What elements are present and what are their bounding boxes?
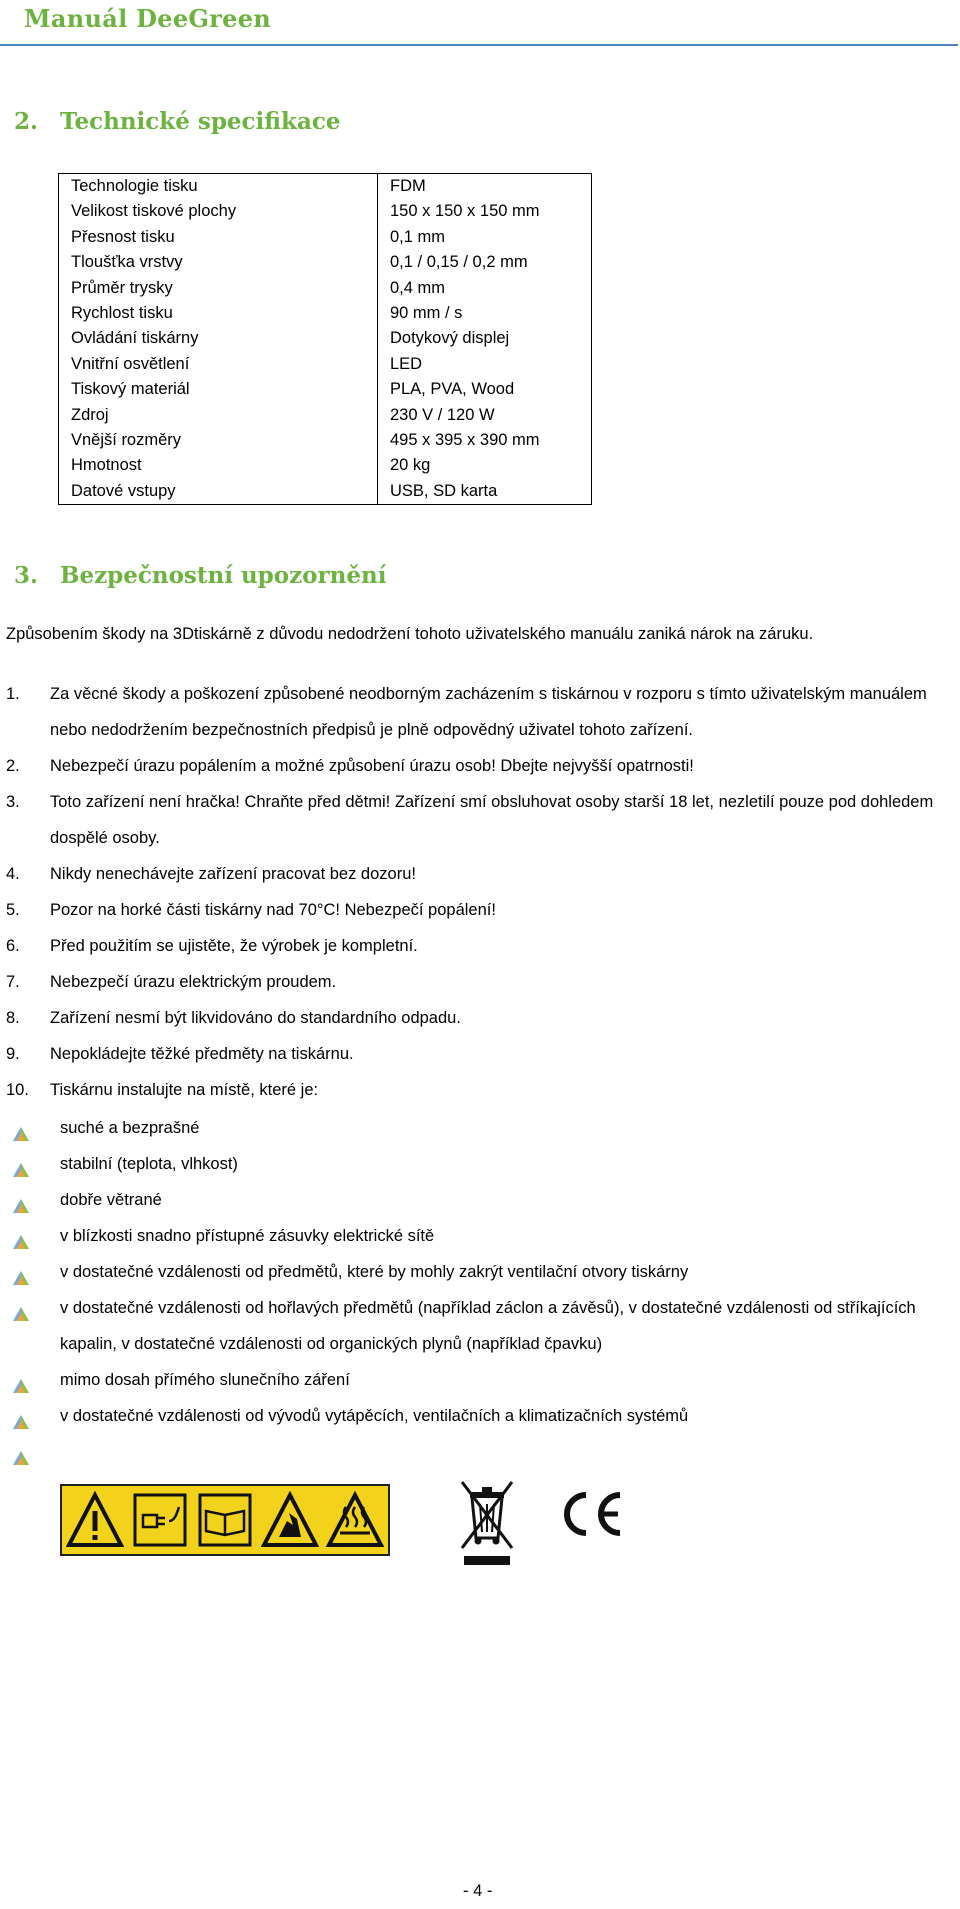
safety-item-text: Tiskárnu instalujte na místě, které je: — [50, 1081, 319, 1099]
spec-row — [59, 301, 592, 326]
spec-label: Vnitřní osvětlení — [59, 352, 378, 377]
install-conditions-list — [12, 1110, 942, 1470]
hand-crush-warning-icon — [261, 1491, 319, 1549]
spec-row — [59, 326, 592, 351]
spec-row — [59, 199, 592, 224]
spec-label: Ovládání tiskárny — [59, 326, 378, 351]
triangle-bullet-icon — [12, 1126, 30, 1142]
spec-value: 0,4 mm — [378, 276, 592, 301]
safety-item-number: 7. — [6, 973, 20, 991]
bullet — [12, 1218, 60, 1254]
spec-value: 20 kg — [378, 453, 592, 478]
bullet — [12, 1398, 60, 1434]
spec-label: Technologie tisku — [59, 174, 378, 200]
spec-label: Rychlost tisku — [59, 301, 378, 326]
triangle-bullet-icon — [12, 1306, 30, 1322]
spec-value: Dotykový displej — [378, 326, 592, 351]
install-condition-text: v dostatečné vzdálenosti od předmětů, které by mohly zakrýt ventilační otvory tiskárny — [60, 1263, 689, 1281]
install-condition-item — [12, 1218, 942, 1254]
spec-value: LED — [378, 352, 592, 377]
safety-item-number: 2. — [6, 757, 20, 775]
manual-title: Manuál DeeGreen — [24, 4, 272, 33]
install-condition-item — [12, 1398, 942, 1434]
triangle-bullet-icon — [12, 1414, 30, 1430]
triangle-bullet-icon — [12, 1234, 30, 1250]
read-manual-icon — [196, 1491, 254, 1549]
safety-item — [6, 964, 946, 1000]
safety-item-text: Za věcné škody a poškození způsobené neodborným zacházením s tiskárnou v rozporu s tímto uživatelským manuálem nebo nedodržením bezpečnostních předpisů je plně odpovědný uživatel tohoto zařízení. — [50, 685, 927, 739]
warranty-intro: Způsobením škody na 3Dtiskárně z důvodu nedodržení tohoto uživatelského manuálu zaniká nárok na záruku. — [6, 625, 814, 643]
spec-row — [59, 174, 592, 200]
unplug-before-service-icon — [131, 1491, 189, 1549]
safety-item — [6, 784, 946, 856]
install-condition-item — [12, 1146, 942, 1182]
section-2-heading — [14, 108, 340, 135]
safety-item-text: Zařízení nesmí být likvidováno do standardního odpadu. — [50, 1009, 461, 1027]
section-3-title: Bezpečnostní upozornění — [60, 562, 387, 589]
safety-item — [6, 676, 946, 748]
spec-label: Tiskový materiál — [59, 377, 378, 402]
spec-value: 0,1 mm — [378, 225, 592, 250]
spec-label: Datové vstupy — [59, 479, 378, 505]
spec-row — [59, 225, 592, 250]
safety-item — [6, 1000, 946, 1036]
safety-item — [6, 892, 946, 928]
install-condition-text: stabilní (teplota, vlhkost) — [60, 1155, 238, 1173]
spec-label: Vnější rozměry — [59, 428, 378, 453]
safety-item-number: 4. — [6, 865, 20, 883]
safety-item-number: 3. — [6, 793, 20, 811]
safety-item-number: 1. — [6, 685, 20, 703]
ce-mark-icon — [556, 1489, 626, 1539]
safety-item-number: 10. — [6, 1081, 29, 1099]
safety-item — [6, 1072, 946, 1108]
warning-symbols-strip — [60, 1484, 390, 1556]
spec-value: USB, SD karta — [378, 479, 592, 505]
spec-label: Velikost tiskové plochy — [59, 199, 378, 224]
triangle-bullet-icon — [12, 1162, 30, 1178]
section-2-title: Technické specifikace — [60, 108, 341, 135]
triangle-bullet-icon — [12, 1198, 30, 1214]
header-divider — [0, 44, 958, 46]
spec-value: PLA, PVA, Wood — [378, 377, 592, 402]
spec-row — [59, 403, 592, 428]
safety-item — [6, 748, 946, 784]
triangle-bullet-icon — [12, 1378, 30, 1394]
page-number: - 4 - — [463, 1882, 493, 1900]
spec-row — [59, 250, 592, 275]
spec-table — [58, 173, 592, 505]
safety-item-text: Nebezpečí úrazu elektrickým proudem. — [50, 973, 337, 991]
triangle-bullet-icon — [12, 1270, 30, 1286]
install-condition-text: mimo dosah přímého slunečního záření — [60, 1371, 350, 1389]
safety-item-text: Nepokládejte těžké předměty na tiskárnu. — [50, 1045, 354, 1063]
safety-item-text: Toto zařízení není hračka! Chraňte před dětmi! Zařízení smí obsluhovat osoby starší 18 let, nezletilí pouze pod dohledem dospělé osoby. — [50, 793, 934, 847]
hot-surface-warning-icon — [326, 1491, 384, 1549]
spec-row — [59, 352, 592, 377]
section-3-number: 3. — [14, 562, 39, 589]
bullet — [12, 1254, 60, 1290]
bullet — [12, 1434, 60, 1470]
safety-item-text: Před použitím se ujistěte, že výrobek je kompletní. — [50, 937, 418, 955]
safety-item-number: 6. — [6, 937, 20, 955]
section-3-heading — [14, 562, 386, 589]
bullet — [12, 1362, 60, 1398]
spec-label: Hmotnost — [59, 453, 378, 478]
install-condition-text: v dostatečné vzdálenosti od hořlavých předmětů (například záclon a závěsů), v dostatečné vzdálenosti od stříkajících kapalin, v dostatečné vzdálenosti od organických plynů (například čpavku) — [60, 1299, 916, 1353]
safety-item-number: 9. — [6, 1045, 20, 1063]
install-condition-item — [12, 1290, 942, 1362]
install-condition-item — [12, 1110, 942, 1146]
spec-label: Průměr trysky — [59, 276, 378, 301]
install-condition-text: v dostatečné vzdálenosti od vývodů vytápěcích, ventilačních a klimatizačních systémů — [60, 1407, 689, 1425]
install-condition-text: suché a bezprašné — [60, 1119, 200, 1137]
safety-item-text: Nebezpečí úrazu popálením a možné způsobení úrazu osob! Dbejte nejvyšší opatrnosti! — [50, 757, 694, 775]
spec-label: Tloušťka vrstvy — [59, 250, 378, 275]
install-condition-item — [12, 1434, 942, 1470]
spec-value: 90 mm / s — [378, 301, 592, 326]
install-condition-text — [60, 1434, 942, 1470]
general-warning-icon — [66, 1491, 124, 1549]
safety-item-number: 5. — [6, 901, 20, 919]
bullet — [12, 1110, 60, 1146]
spec-row — [59, 428, 592, 453]
safety-item — [6, 856, 946, 892]
spec-row — [59, 276, 592, 301]
safety-list — [6, 676, 946, 1108]
install-condition-item — [12, 1182, 942, 1218]
spec-row — [59, 479, 592, 505]
section-2-number: 2. — [14, 108, 39, 135]
safety-item-number: 8. — [6, 1009, 20, 1027]
install-condition-item — [12, 1362, 942, 1398]
install-condition-text: v blízkosti snadno přístupné zásuvky elektrické sítě — [60, 1227, 435, 1245]
safety-item — [6, 1036, 946, 1072]
triangle-bullet-icon — [12, 1450, 30, 1466]
safety-item-text: Nikdy nenechávejte zařízení pracovat bez dozoru! — [50, 865, 416, 883]
spec-value: 0,1 / 0,15 / 0,2 mm — [378, 250, 592, 275]
safety-item-text: Pozor na horké části tiskárny nad 70°C! Nebezpečí popálení! — [50, 901, 496, 919]
spec-label: Přesnost tisku — [59, 225, 378, 250]
spec-value: 495 x 395 x 390 mm — [378, 428, 592, 453]
safety-item — [6, 928, 946, 964]
bullet — [12, 1182, 60, 1218]
spec-row — [59, 377, 592, 402]
spec-value: FDM — [378, 174, 592, 200]
spec-value: 230 V / 120 W — [378, 403, 592, 428]
bullet — [12, 1146, 60, 1182]
spec-label: Zdroj — [59, 403, 378, 428]
spec-row — [59, 453, 592, 478]
spec-value: 150 x 150 x 150 mm — [378, 199, 592, 224]
bullet — [12, 1290, 60, 1326]
weee-crossed-bin-icon — [458, 1478, 516, 1568]
install-condition-item — [12, 1254, 942, 1290]
install-condition-text: dobře větrané — [60, 1191, 162, 1209]
